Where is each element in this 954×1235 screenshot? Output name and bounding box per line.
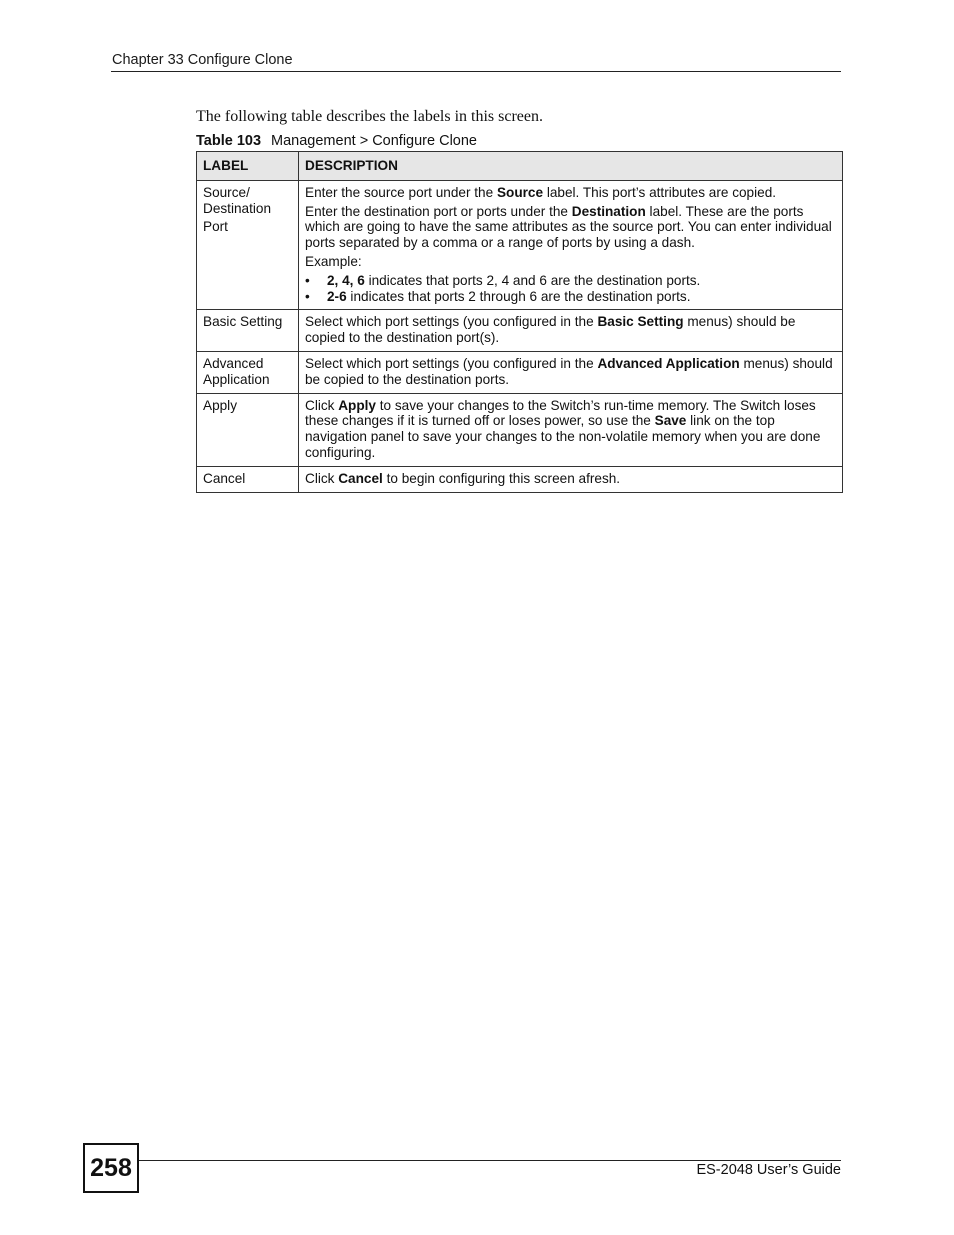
text-segment: menus) should be copied to the destination port(s). xyxy=(305,314,796,346)
label-text: Advanced Application xyxy=(203,355,270,387)
description-paragraph xyxy=(305,471,836,487)
example-list xyxy=(305,273,836,305)
table-row xyxy=(197,466,843,492)
emphasis-text: Apply xyxy=(338,397,376,413)
label-cell xyxy=(197,466,299,492)
label-cell xyxy=(197,180,299,310)
text-segment: label. This port’s attributes are copied. xyxy=(543,184,777,200)
description-cell xyxy=(299,351,843,393)
emphasis-text: Save xyxy=(654,413,687,429)
label-text: Source/ Destination xyxy=(203,184,272,216)
table-row xyxy=(197,310,843,352)
description-paragraph xyxy=(305,314,836,346)
text-segment: Enter the source port under the xyxy=(305,184,497,200)
header-rule xyxy=(111,71,841,72)
description-cell xyxy=(299,466,843,492)
table-row xyxy=(197,180,843,310)
text-segment: Select which port settings (you configured in the xyxy=(305,355,598,371)
label-text: Basic Setting xyxy=(203,314,283,330)
description-cell xyxy=(299,180,843,310)
text-segment: indicates that ports 2 through 6 are the destination ports. xyxy=(346,288,691,304)
text-segment: Select which port settings (you configured in the xyxy=(305,314,598,330)
description-paragraph xyxy=(305,398,836,461)
text-segment: Click xyxy=(305,470,339,486)
description-paragraph xyxy=(305,204,836,251)
text-segment: menus) should be copied to the destination ports. xyxy=(305,355,833,387)
description-table xyxy=(196,151,843,493)
label-cell xyxy=(197,351,299,393)
table-number: Table 103 xyxy=(196,133,262,149)
table-body xyxy=(197,180,843,492)
page-header-chapter: Chapter 33 Configure Clone xyxy=(112,52,293,68)
emphasis-text: Cancel xyxy=(338,470,383,486)
text-segment: link on the top navigation panel to save your changes to the non-volatile memory when you are done configuring. xyxy=(305,413,821,460)
description-paragraph xyxy=(305,185,836,201)
text-segment: Example: xyxy=(305,253,362,269)
emphasis-text: 2-6 xyxy=(327,288,347,304)
text-segment: to save your changes to the Switch’s run-time memory. The Switch loses these changes if it is turned off or loses power, so use the xyxy=(305,397,816,429)
footer-guide-title: ES-2048 User’s Guide xyxy=(696,1162,841,1178)
label-text: Apply xyxy=(203,397,238,413)
table-title: Management > Configure Clone xyxy=(271,133,477,149)
description-paragraph xyxy=(305,254,836,270)
text-segment: label. These are the ports which are going to have the same attributes as the source port. You can enter individual ports separated by a comma or a range of ports by using a dash. xyxy=(305,203,832,251)
footer-rule xyxy=(139,1160,841,1161)
emphasis-text: Advanced Application xyxy=(597,355,740,371)
description-paragraph xyxy=(305,356,836,388)
list-item xyxy=(305,273,836,289)
list-item xyxy=(305,289,836,305)
text-segment: Enter the destination port or ports under the xyxy=(305,203,572,219)
bullet-icon: • xyxy=(305,272,310,288)
text-segment: Click xyxy=(305,397,339,413)
page-number-box: 258 xyxy=(83,1143,139,1193)
bullet-icon: • xyxy=(305,288,310,304)
emphasis-text: Basic Setting xyxy=(597,314,684,330)
column-header-label: LABEL xyxy=(197,152,299,181)
label-text: Cancel xyxy=(203,470,246,486)
column-header-description: DESCRIPTION xyxy=(299,152,843,181)
label-cell xyxy=(197,393,299,466)
table-row xyxy=(197,393,843,466)
intro-text: The following table describes the labels in this screen. xyxy=(196,108,544,125)
emphasis-text: Destination xyxy=(571,203,646,219)
label-cell xyxy=(197,310,299,352)
table-row xyxy=(197,351,843,393)
text-segment: indicates that ports 2, 4 and 6 are the destination ports. xyxy=(364,272,701,288)
table-header-row xyxy=(197,152,843,181)
emphasis-text: Source xyxy=(496,184,544,200)
description-cell xyxy=(299,393,843,466)
emphasis-text: 2, 4, 6 xyxy=(327,272,365,288)
label-text: Port xyxy=(203,219,228,235)
table-caption xyxy=(196,133,477,149)
description-cell xyxy=(299,310,843,352)
text-segment: to begin configuring this screen afresh. xyxy=(382,470,621,486)
